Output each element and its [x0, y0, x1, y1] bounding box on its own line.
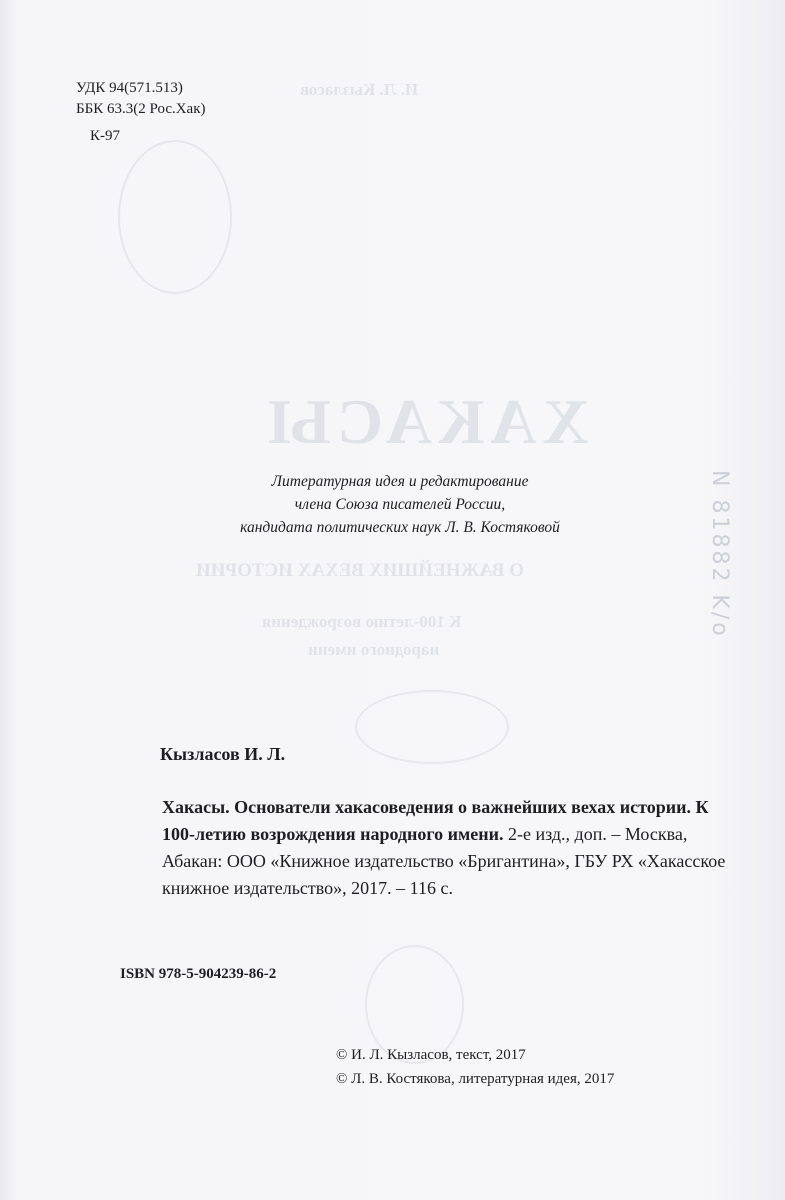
udk-code: УДК 94(571.513) — [76, 80, 183, 96]
isbn: ISBN 978-5-904239-86-2 — [120, 966, 277, 982]
copyright-idea: © Л. В. Костякова, литературная идея, 2017 — [336, 1071, 615, 1087]
author-heading: Кызласов И. Л. — [160, 744, 286, 764]
author-mark: К-97 — [90, 128, 120, 144]
show-through-subtitle: О ВАЖНЕЙШИХ ВЕХАХ ИСТОРИИ — [196, 560, 524, 581]
editor-credit-line-3: кандидата политических наук Л. В. Костяковой — [240, 519, 560, 536]
editor-credit-line-2: члена Союза писателей России, — [294, 496, 506, 513]
pencil-inventory-mark: N 81882 K/o — [707, 470, 732, 639]
show-through-title: ХАКАСЫ — [262, 386, 589, 457]
copyright-text: © И. Л. Кызласов, текст, 2017 — [336, 1047, 526, 1063]
imprint: 2-е изд., доп. – Москва, Абакан: ООО «Книжное издательство «Бригантина», ГБУ РХ «Хакасское книжное издательство», 2017. – 116 с. — [162, 824, 726, 898]
book-title: Хакасы. Основатели хакасоведения о важнейших вехах истории. К 100-летию возрождения народного имени. — [162, 797, 709, 844]
copyright-block — [336, 1043, 614, 1091]
show-through-author: И. Л. Кызласов — [300, 80, 419, 99]
show-through-anniversary-2: народного имени — [308, 640, 440, 659]
editor-credit-line-1: Литературная идея и редактирование — [271, 473, 529, 490]
bbk-code: ББК 63.3(2 Рос.Хак) — [76, 101, 206, 117]
show-through-emblem-top — [118, 140, 232, 294]
show-through-anniversary-1: К 100-летию возрождения — [262, 612, 462, 631]
show-through-ornament — [355, 690, 509, 764]
bibliographic-description — [162, 794, 737, 902]
editor-credit — [150, 470, 650, 539]
classification-codes — [76, 78, 206, 147]
